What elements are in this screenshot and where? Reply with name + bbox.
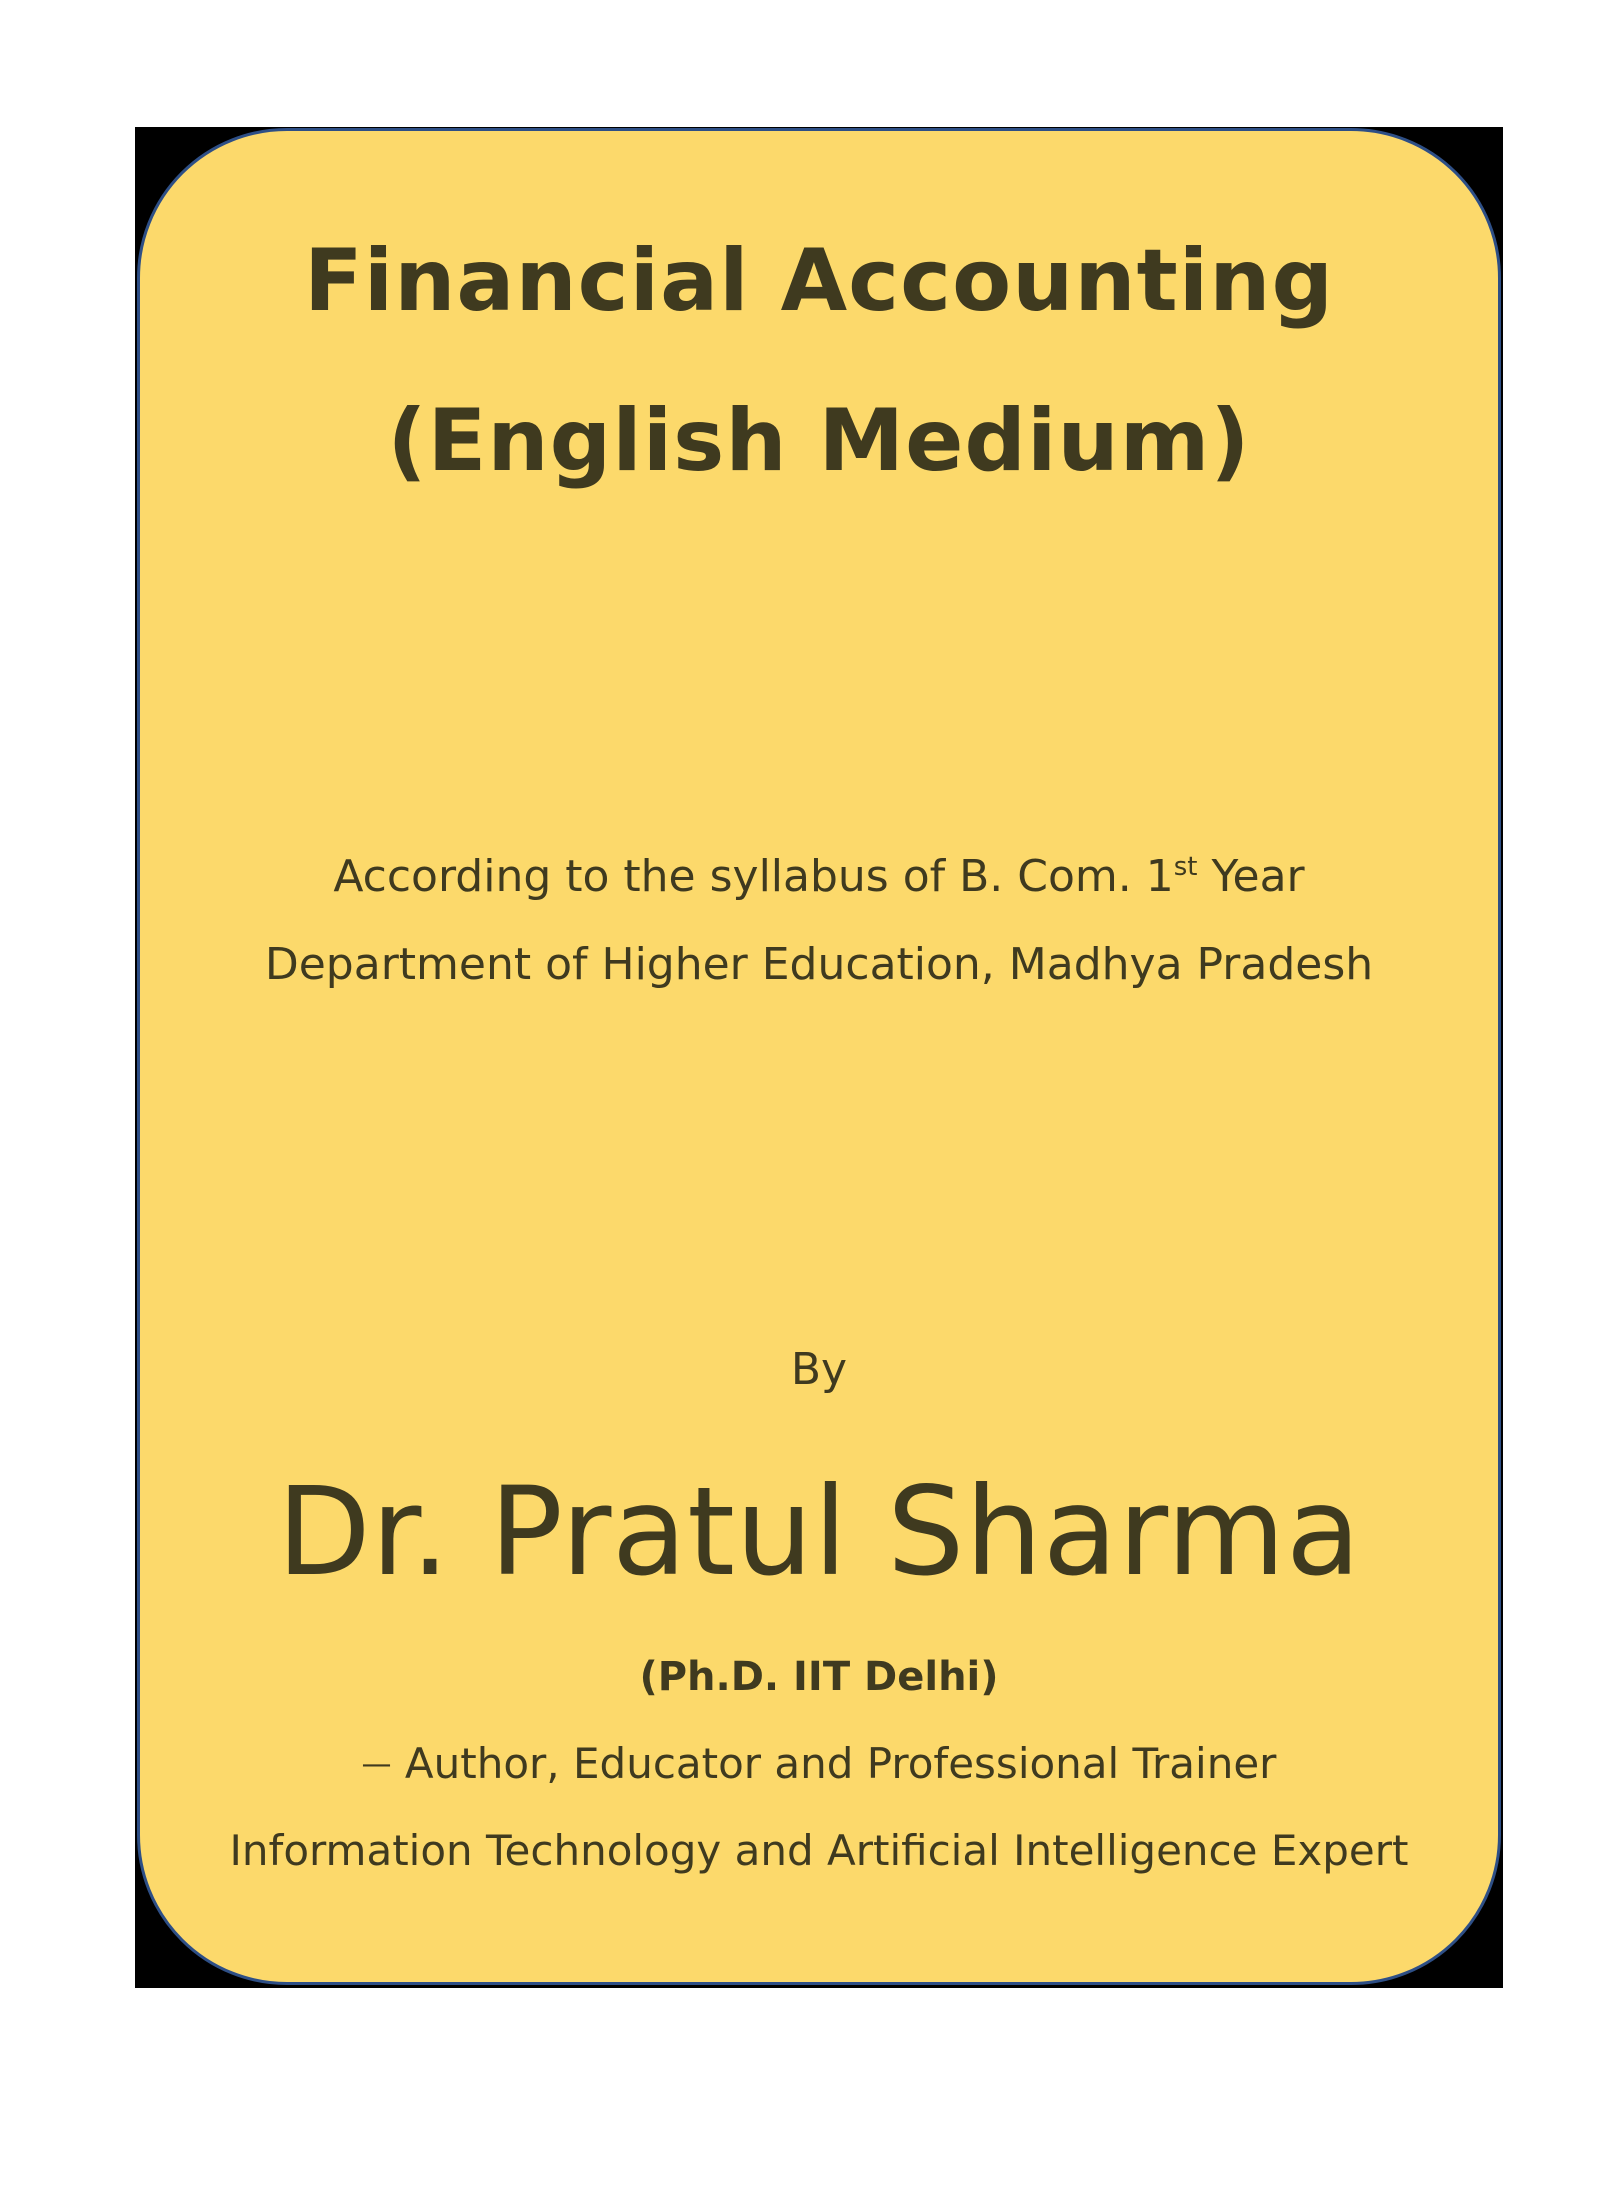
book-title-line-1: Financial Accounting	[303, 231, 1335, 331]
syllabus-text: According to the syllabus of B. Com. 1	[333, 851, 1174, 902]
author-expertise: Information Technology and Artificial Intelligence Expert	[229, 1826, 1409, 1875]
book-title-line-2: (English Medium)	[387, 391, 1251, 491]
author-degree: (Ph.D. IIT Delhi)	[639, 1654, 999, 1700]
ordinal-suffix: st	[1173, 852, 1198, 882]
syllabus-line-1	[140, 851, 1498, 902]
syllabus-line-2: Department of Higher Education, Madhya Pradesh	[264, 939, 1374, 990]
author-role-text: Author, Educator and Professional Trainer	[391, 1739, 1277, 1788]
cover-card	[137, 128, 1501, 1985]
syllabus-year: Year	[1197, 851, 1305, 902]
author-name: Dr. Pratul Sharma	[276, 1461, 1362, 1603]
by-label: By	[790, 1344, 848, 1395]
dash-glyph: —	[361, 1747, 392, 1782]
author-role	[140, 1739, 1498, 1788]
